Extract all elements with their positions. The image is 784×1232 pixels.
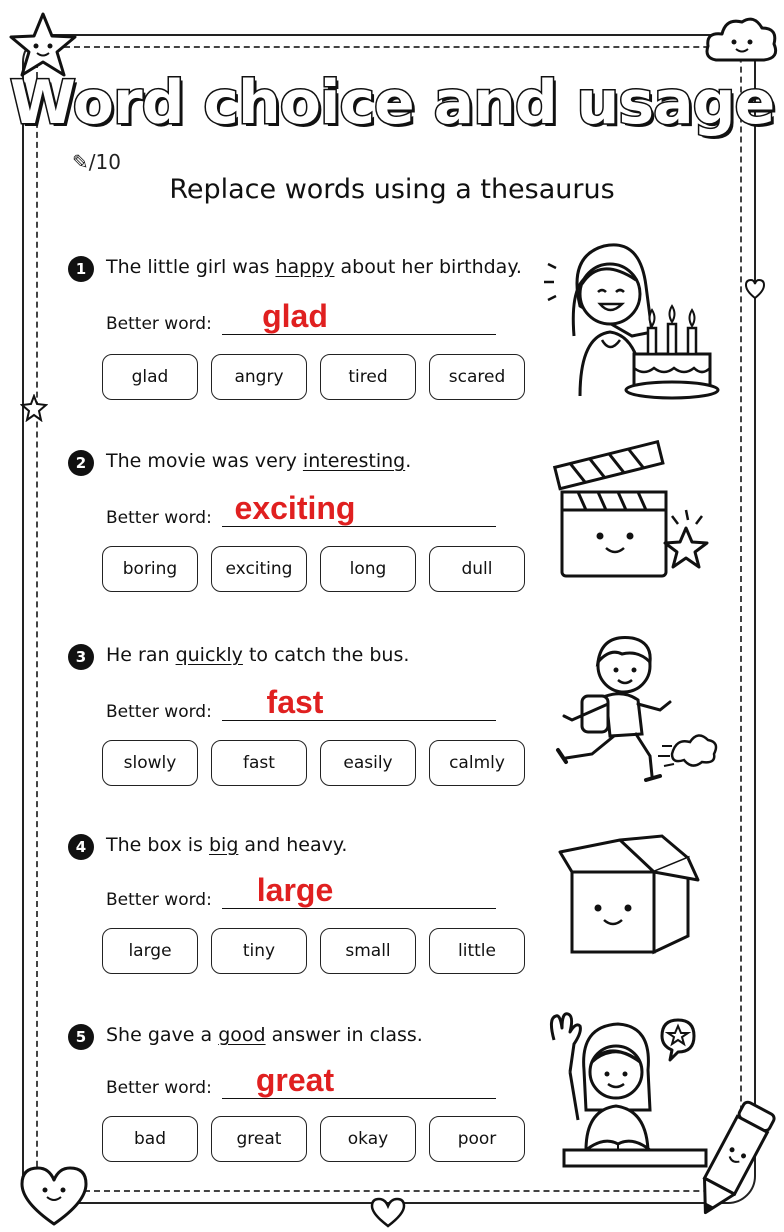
cloud-icon [702, 12, 780, 68]
question-number: 3 [68, 644, 94, 670]
option-button[interactable]: long [320, 546, 416, 592]
option-button[interactable]: exciting [211, 546, 307, 592]
answer-text: great [255, 1062, 335, 1098]
smiling-box-illustration [556, 832, 706, 962]
question-number: 4 [68, 834, 94, 860]
better-word-label: Better word: [106, 702, 212, 722]
question-sentence: The box is big and heavy. [106, 834, 348, 856]
question-sentence: The little girl was happy about her birthday. [106, 256, 522, 278]
target-word: interesting [302, 450, 406, 472]
answer-text: exciting [234, 490, 356, 526]
target-word: big [208, 834, 239, 856]
question-number: 1 [68, 256, 94, 282]
question-sentence: He ran quickly to catch the bus. [106, 644, 410, 666]
better-word-label: Better word: [106, 890, 212, 910]
option-button[interactable]: large [102, 928, 198, 974]
page-subtitle: Replace words using a thesaurus [169, 174, 615, 205]
question-2 [0, 448, 784, 638]
girl-birthday-cake-illustration [540, 236, 720, 406]
running-boy-illustration [552, 630, 722, 790]
question-number: 5 [68, 1024, 94, 1050]
option-button[interactable]: angry [211, 354, 307, 400]
option-button[interactable]: poor [429, 1116, 525, 1162]
answer-text: glad [262, 298, 328, 334]
score-tally: ✎/10 [72, 150, 121, 174]
option-button[interactable]: scared [429, 354, 525, 400]
option-button[interactable]: tired [320, 354, 416, 400]
option-button[interactable]: little [429, 928, 525, 974]
answer-text: fast [266, 684, 324, 720]
better-word-label: Better word: [106, 314, 212, 334]
question-sentence: The movie was very interesting. [106, 450, 412, 472]
question-number: 2 [68, 450, 94, 476]
option-button[interactable]: small [320, 928, 416, 974]
question-sentence: She gave a good answer in class. [106, 1024, 423, 1046]
option-button[interactable]: calmly [429, 740, 525, 786]
option-button[interactable]: easily [320, 740, 416, 786]
option-button[interactable]: okay [320, 1116, 416, 1162]
question-5 [0, 1022, 784, 1212]
question-3 [0, 642, 784, 832]
option-button[interactable]: fast [211, 740, 307, 786]
girl-raising-hand-illustration [534, 1010, 714, 1176]
question-1 [0, 254, 784, 444]
target-word: quickly [175, 644, 243, 666]
option-button[interactable]: great [211, 1116, 307, 1162]
better-word-label: Better word: [106, 1078, 212, 1098]
option-button[interactable]: dull [429, 546, 525, 592]
better-word-label: Better word: [106, 508, 212, 528]
option-button[interactable]: slowly [102, 740, 198, 786]
target-word: good [218, 1024, 266, 1046]
question-4 [0, 832, 784, 1022]
option-button[interactable]: boring [102, 546, 198, 592]
clapperboard-star-illustration [552, 440, 722, 590]
answer-text: large [256, 872, 334, 908]
option-button[interactable]: glad [102, 354, 198, 400]
option-button[interactable]: bad [102, 1116, 198, 1162]
page-title: Word choice and usage [9, 68, 775, 138]
option-button[interactable]: tiny [211, 928, 307, 974]
target-word: happy [275, 256, 335, 278]
